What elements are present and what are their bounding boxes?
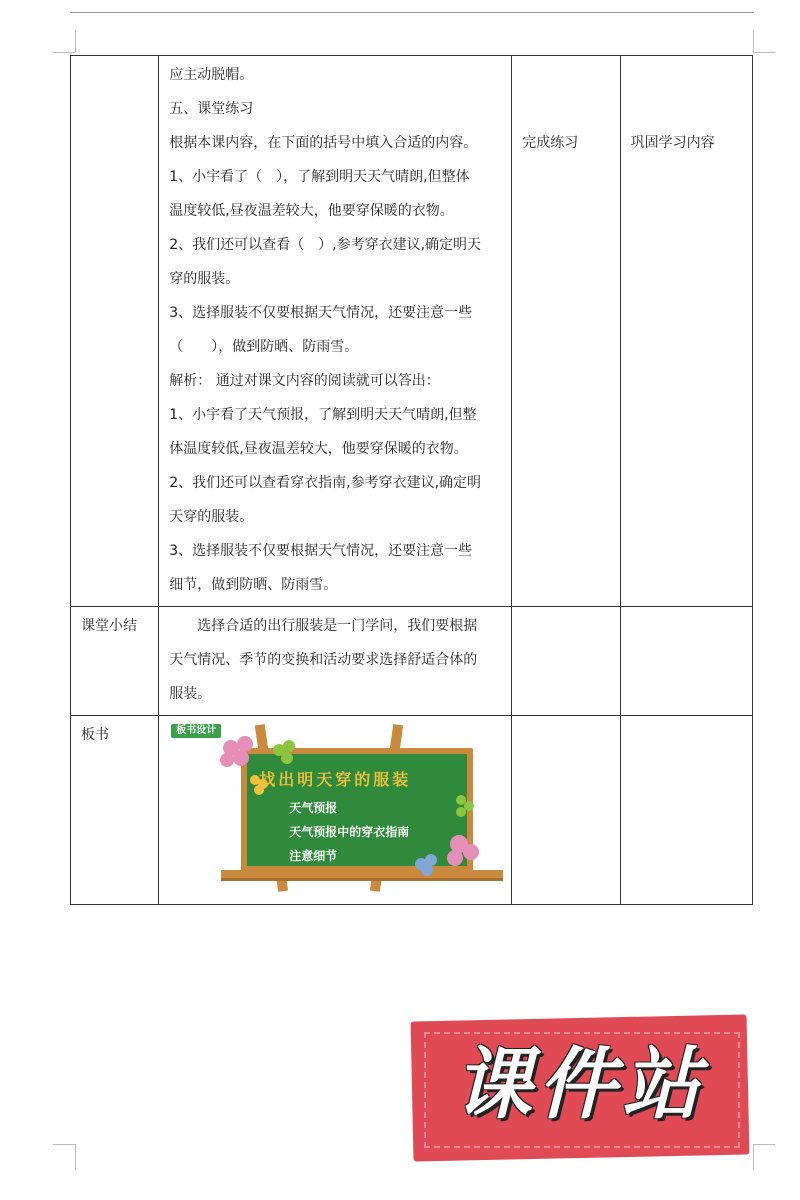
blackboard-illustration <box>169 722 509 900</box>
purpose-cell <box>620 716 752 905</box>
text-line: 1、小宇看了天气预报，了解到明天天气晴朗,但整 <box>169 407 477 423</box>
text-line: 温度较低,昼夜温差较大，他要穿保暖的衣物。 <box>169 203 454 219</box>
crop-mark <box>53 1144 75 1145</box>
watermark-stamp <box>412 1018 748 1158</box>
purpose-cell: 巩固学习内容 <box>620 56 752 607</box>
content-cell <box>159 607 512 716</box>
blackboard-title: 找出明天穿的服装 <box>259 770 412 789</box>
crop-mark <box>753 52 775 53</box>
header-rule <box>70 12 754 13</box>
content-cell <box>159 56 512 607</box>
text-line: 服装。 <box>169 686 212 702</box>
text-line: 3、选择服装不仅要根据天气情况，还要注意一些 <box>169 305 473 321</box>
text-line: 解析： 通过对课文内容的阅读就可以答出： <box>169 373 440 389</box>
table-row <box>71 716 753 905</box>
crop-mark <box>753 1144 754 1170</box>
text-line: 天气情况、季节的变换和活动要求选择舒适合体的 <box>169 652 478 668</box>
text-line: 3、选择服装不仅要根据天气情况，还要注意一些 <box>169 543 473 559</box>
activity-cell: 完成练习 <box>512 56 620 607</box>
stamp-text: 课件站 <box>453 1040 706 1130</box>
text-line: 选择合适的出行服装是一门学问，我们要根据 <box>197 618 478 634</box>
blackboard-tag: 板书设计 <box>171 724 221 738</box>
row-label: 板书 <box>71 716 159 905</box>
text-line: 天穿的服装。 <box>169 509 254 525</box>
content-cell <box>159 716 512 905</box>
row-label: 课堂小结 <box>71 607 159 716</box>
lesson-plan-table <box>70 55 753 905</box>
table-row <box>71 56 753 607</box>
table-row <box>71 607 753 716</box>
crop-mark <box>75 1144 76 1170</box>
text-line: 穿的服装。 <box>169 271 240 287</box>
blackboard-item: 天气预报 <box>289 801 338 815</box>
blackboard-item: 注意细节 <box>289 849 338 863</box>
activity-cell <box>512 607 620 716</box>
crop-mark <box>53 52 75 53</box>
text-line: 细节，做到防晒、防雨雪。 <box>169 577 338 593</box>
row-label <box>71 56 159 607</box>
text-line: 根据本课内容，在下面的括号中填入合适的内容。 <box>169 135 478 151</box>
purpose-cell <box>620 607 752 716</box>
text-line: 体温度较低,昼夜温差较大，他要穿保暖的衣物。 <box>169 441 468 457</box>
section-heading: 五、课堂练习 <box>169 101 254 117</box>
crop-mark <box>753 30 754 52</box>
text-line: 1、小宇看了（ ），了解到明天天气晴朗,但整体 <box>169 169 470 185</box>
crop-mark <box>75 30 76 52</box>
blackboard-drawing <box>169 722 509 900</box>
text-line: （ ），做到防晒、防雨雪。 <box>169 339 359 355</box>
blackboard-item: 天气预报中的穿衣指南 <box>289 825 410 839</box>
activity-cell <box>512 716 620 905</box>
text-line: 2、我们还可以查看（ ）,参考穿衣建议,确定明天 <box>169 237 482 253</box>
text-line: 2、我们还可以查看穿衣指南,参考穿衣建议,确定明 <box>169 475 482 491</box>
text-line: 应主动脱帽。 <box>169 67 254 83</box>
crop-mark <box>753 1144 775 1145</box>
